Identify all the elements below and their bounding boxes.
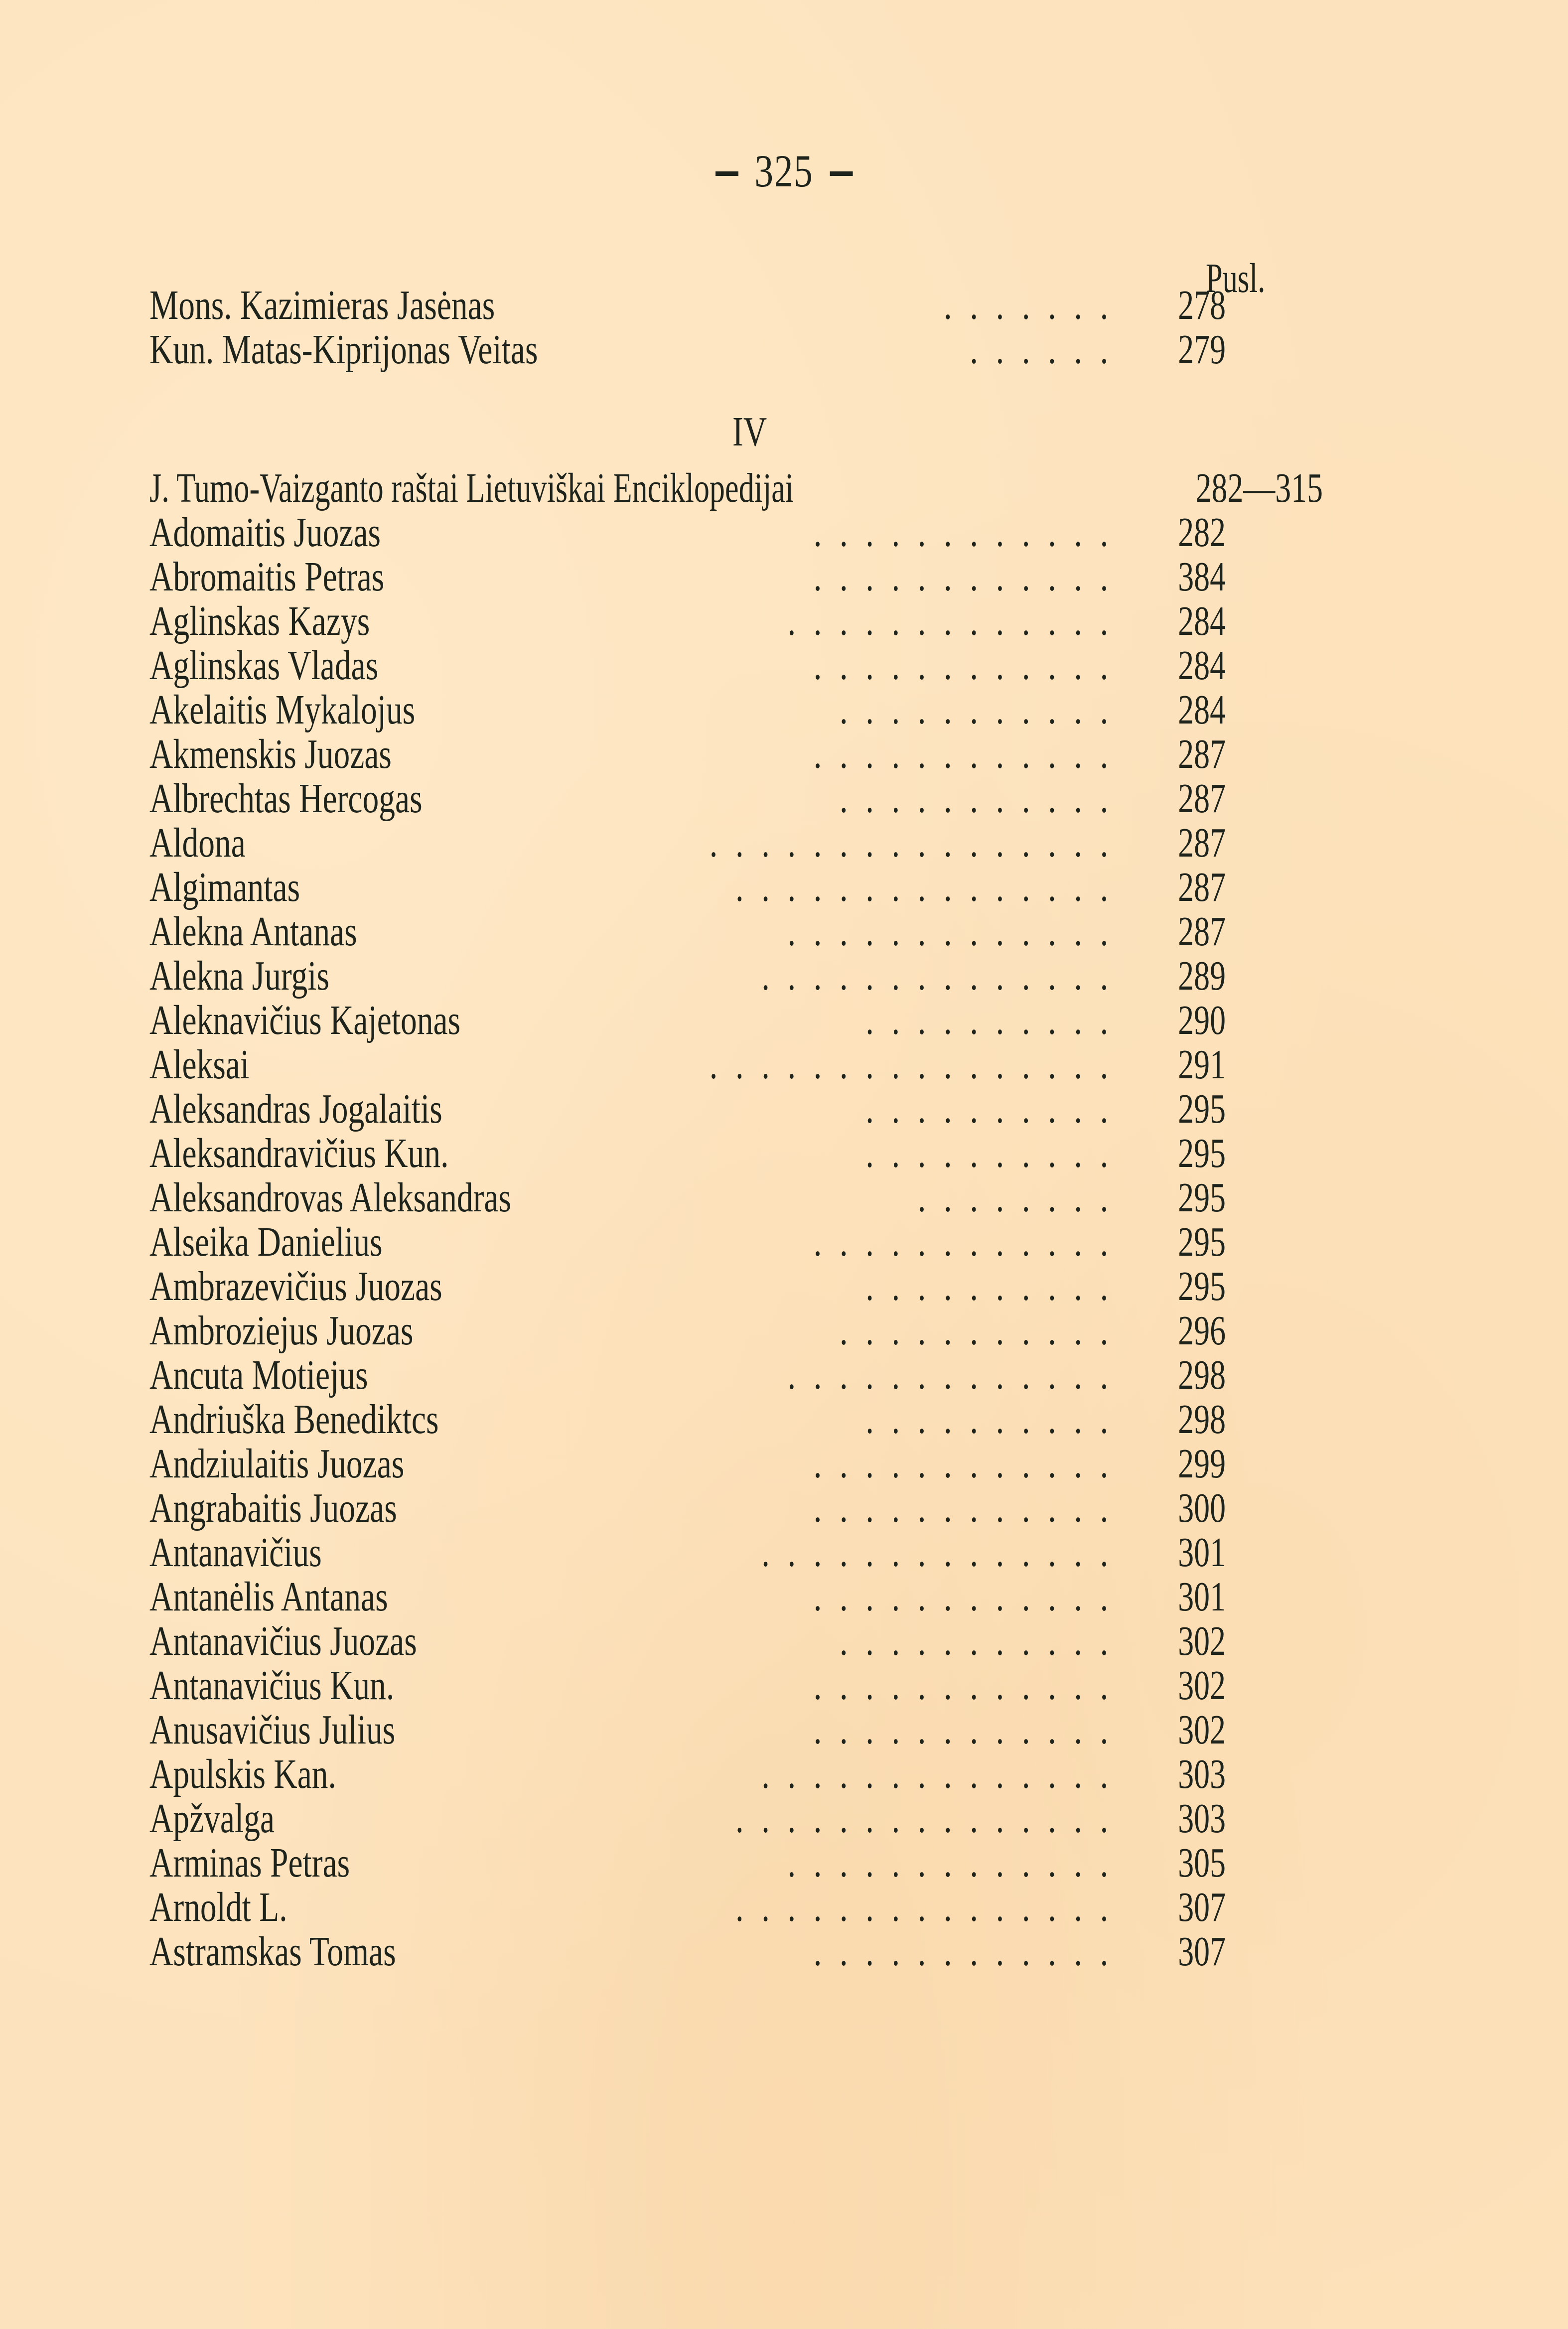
dot-leaders: ............	[813, 554, 1126, 600]
entry-page: 384	[1178, 554, 1226, 600]
entry-name: Abromaitis Petras	[149, 554, 385, 600]
index-entry	[149, 1309, 1226, 1353]
entry-page-range: 282—315	[1195, 465, 1323, 511]
entry-name: Aleksandras Jogalaitis	[149, 1086, 442, 1132]
dot-leaders: .......	[944, 282, 1126, 328]
index-entry	[149, 283, 1226, 327]
index-entry	[149, 1042, 1226, 1087]
index-entry	[149, 327, 1226, 372]
dot-leaders: ............	[813, 1928, 1126, 1975]
dot-leaders: .............	[787, 1352, 1126, 1398]
entry-page: 287	[1178, 864, 1226, 910]
right-dash	[830, 171, 853, 176]
dot-leaders: ..........	[865, 1086, 1126, 1132]
index-entry	[149, 1708, 1226, 1752]
dot-leaders: .............	[787, 908, 1126, 955]
index-entry	[149, 954, 1226, 998]
entry-page: 287	[1178, 820, 1226, 866]
dot-leaders: ..........	[865, 1130, 1126, 1176]
entry-name: Astramskas Tomas	[149, 1928, 396, 1975]
entry-name: Aleksandrovas Aleksandras	[149, 1174, 512, 1221]
index-entry	[149, 643, 1226, 688]
dot-leaders: ..........	[865, 1396, 1126, 1443]
dot-leaders: ..............	[761, 1751, 1126, 1797]
dot-leaders: ...........	[840, 775, 1126, 822]
dot-leaders: ..............	[761, 1529, 1126, 1576]
entry-name: Antanavičius Juozas	[149, 1618, 417, 1664]
entry-name: Antanavičius	[149, 1529, 322, 1576]
entry-page: 282	[1178, 509, 1226, 556]
dot-leaders: ............	[813, 731, 1126, 777]
entry-name: Mons. Kazimieras Jasėnas	[149, 282, 495, 328]
entry-page: 295	[1178, 1086, 1226, 1132]
entry-page: 299	[1178, 1441, 1226, 1487]
entry-page: 302	[1178, 1618, 1226, 1664]
index-entry	[149, 909, 1226, 954]
entry-name: Antanavičius Kun.	[149, 1662, 395, 1709]
index-entry	[149, 555, 1226, 599]
page-number-header	[141, 145, 1427, 197]
entry-page: 295	[1178, 1130, 1226, 1176]
dot-leaders: ............	[813, 642, 1126, 689]
entry-page: 278	[1178, 282, 1226, 328]
entry-page: 295	[1178, 1174, 1226, 1221]
entry-name: Aleksandravičius Kun.	[149, 1130, 449, 1176]
entry-page: 291	[1178, 1041, 1226, 1088]
entry-page: 298	[1178, 1352, 1226, 1398]
index-entry	[149, 1131, 1226, 1175]
entry-name: Arminas Petras	[149, 1840, 350, 1886]
dot-leaders: ...............	[735, 1795, 1126, 1842]
entry-name: Kun. Matas-Kiprijonas Veitas	[149, 326, 538, 373]
page-number: 325	[754, 146, 814, 196]
index-entry	[149, 1175, 1226, 1220]
index-entry	[149, 1353, 1226, 1397]
index-entry	[149, 1885, 1226, 1929]
dot-leaders: ............	[813, 1219, 1126, 1265]
dot-leaders: ......	[970, 326, 1126, 373]
entry-name: Adomaitis Juozas	[149, 509, 381, 556]
dot-leaders: ........	[917, 1174, 1126, 1221]
section-marker: IV	[732, 409, 767, 455]
entry-name: Antanėlis Antanas	[149, 1574, 388, 1620]
entry-page: 287	[1178, 908, 1226, 955]
entry-page: 298	[1178, 1396, 1226, 1443]
dot-leaders: .............	[787, 1840, 1126, 1886]
dot-leaders: ............	[813, 1707, 1126, 1753]
index-entry	[149, 1486, 1226, 1530]
index-entry	[149, 1663, 1226, 1708]
entry-page: 300	[1178, 1485, 1226, 1531]
left-dash	[715, 171, 738, 176]
entry-name: Andriuška Benediktcs	[149, 1396, 439, 1443]
index-entry	[149, 599, 1226, 643]
index-entry	[149, 1841, 1226, 1885]
entry-page: 307	[1178, 1884, 1226, 1930]
entry-page: 284	[1178, 598, 1226, 644]
entry-name: Ancuta Motiejus	[149, 1352, 368, 1398]
entry-page: 302	[1178, 1707, 1226, 1753]
entry-name: Ambrazevičius Juozas	[149, 1263, 442, 1310]
index-entry	[149, 1796, 1226, 1841]
entry-name: Andziulaitis Juozas	[149, 1441, 405, 1487]
entry-page: 301	[1178, 1574, 1226, 1620]
index-entry	[149, 821, 1226, 865]
entry-page: 284	[1178, 687, 1226, 733]
dot-leaders: ...........	[840, 1618, 1126, 1664]
index-entry	[149, 776, 1226, 821]
index-entry	[149, 1442, 1226, 1486]
dot-leaders: ............	[813, 1485, 1126, 1531]
dot-leaders: ............	[813, 1574, 1126, 1620]
dot-leaders: ...............	[735, 1884, 1126, 1930]
entry-page: 302	[1178, 1662, 1226, 1709]
dot-leaders: ................	[709, 820, 1126, 866]
index-entry	[149, 1575, 1226, 1619]
entry-name: Akmenskis Juozas	[149, 731, 392, 777]
dot-leaders: ..........	[865, 1263, 1126, 1310]
entry-name: Aglinskas Kazys	[149, 598, 370, 644]
index-entry	[149, 1220, 1226, 1264]
entry-page: 295	[1178, 1263, 1226, 1310]
entry-name: Alseika Danielius	[149, 1219, 383, 1265]
entry-page: 287	[1178, 775, 1226, 822]
entry-page: 301	[1178, 1529, 1226, 1576]
entry-name: Alekna Antanas	[149, 908, 357, 955]
entry-page: 295	[1178, 1219, 1226, 1265]
index-entry	[149, 1087, 1226, 1131]
entry-name: Ambroziejus Juozas	[149, 1308, 414, 1354]
entry-name: Algimantas	[149, 864, 300, 910]
entry-page: 289	[1178, 953, 1226, 999]
dot-leaders: ...........	[840, 1308, 1126, 1354]
entry-page: 307	[1178, 1928, 1226, 1975]
dot-leaders: .............	[787, 598, 1126, 644]
entry-name: Aldona	[149, 820, 246, 866]
entry-page: 284	[1178, 642, 1226, 689]
entry-page: 287	[1178, 731, 1226, 777]
entry-name: Apžvalga	[149, 1795, 275, 1842]
entry-name: Angrabaitis Juozas	[149, 1485, 397, 1531]
dot-leaders: ...........	[840, 687, 1126, 733]
section-heading-entry	[149, 465, 1323, 511]
entry-name: Albrechtas Hercogas	[149, 775, 423, 822]
index-entry	[149, 732, 1226, 776]
dot-leaders: ............	[813, 1441, 1126, 1487]
dot-leaders: ..............	[761, 953, 1126, 999]
entry-page: 279	[1178, 326, 1226, 373]
index-entry	[149, 688, 1226, 732]
entry-name: Anusavičius Julius	[149, 1707, 396, 1753]
entry-page: 290	[1178, 997, 1226, 1043]
entry-name: Aglinskas Vladas	[149, 642, 379, 689]
index-entry	[149, 998, 1226, 1042]
index-entry	[149, 1752, 1226, 1796]
index-entry	[149, 1929, 1226, 1974]
entry-page: 305	[1178, 1840, 1226, 1886]
index-entry	[149, 510, 1226, 555]
entry-name: Alekna Jurgis	[149, 953, 329, 999]
entry-name: J. Tumo-Vaizganto raštai Lietuviškai Enciklopedijai	[149, 465, 794, 511]
entry-name: Apulskis Kan.	[149, 1751, 336, 1797]
entry-name: Aleknavičius Kajetonas	[149, 997, 461, 1043]
index-entry	[149, 1264, 1226, 1309]
dot-leaders: ............	[813, 509, 1126, 556]
index-entry	[149, 865, 1226, 909]
dot-leaders: ............	[813, 1662, 1126, 1709]
index-entry	[149, 1619, 1226, 1663]
entry-page: 296	[1178, 1308, 1226, 1354]
dot-leaders: ................	[709, 1041, 1126, 1088]
index-entry	[149, 1530, 1226, 1575]
index-entry	[149, 1397, 1226, 1442]
dot-leaders: ..........	[865, 997, 1126, 1043]
entry-page: 303	[1178, 1795, 1226, 1842]
page-column-header: Pusl.	[1206, 255, 1266, 301]
entry-name: Arnoldt L.	[149, 1884, 287, 1930]
entry-name: Akelaitis Mykalojus	[149, 687, 416, 733]
entry-page: 303	[1178, 1751, 1226, 1797]
dot-leaders: ...............	[735, 864, 1126, 910]
entry-name: Aleksai	[149, 1041, 250, 1088]
